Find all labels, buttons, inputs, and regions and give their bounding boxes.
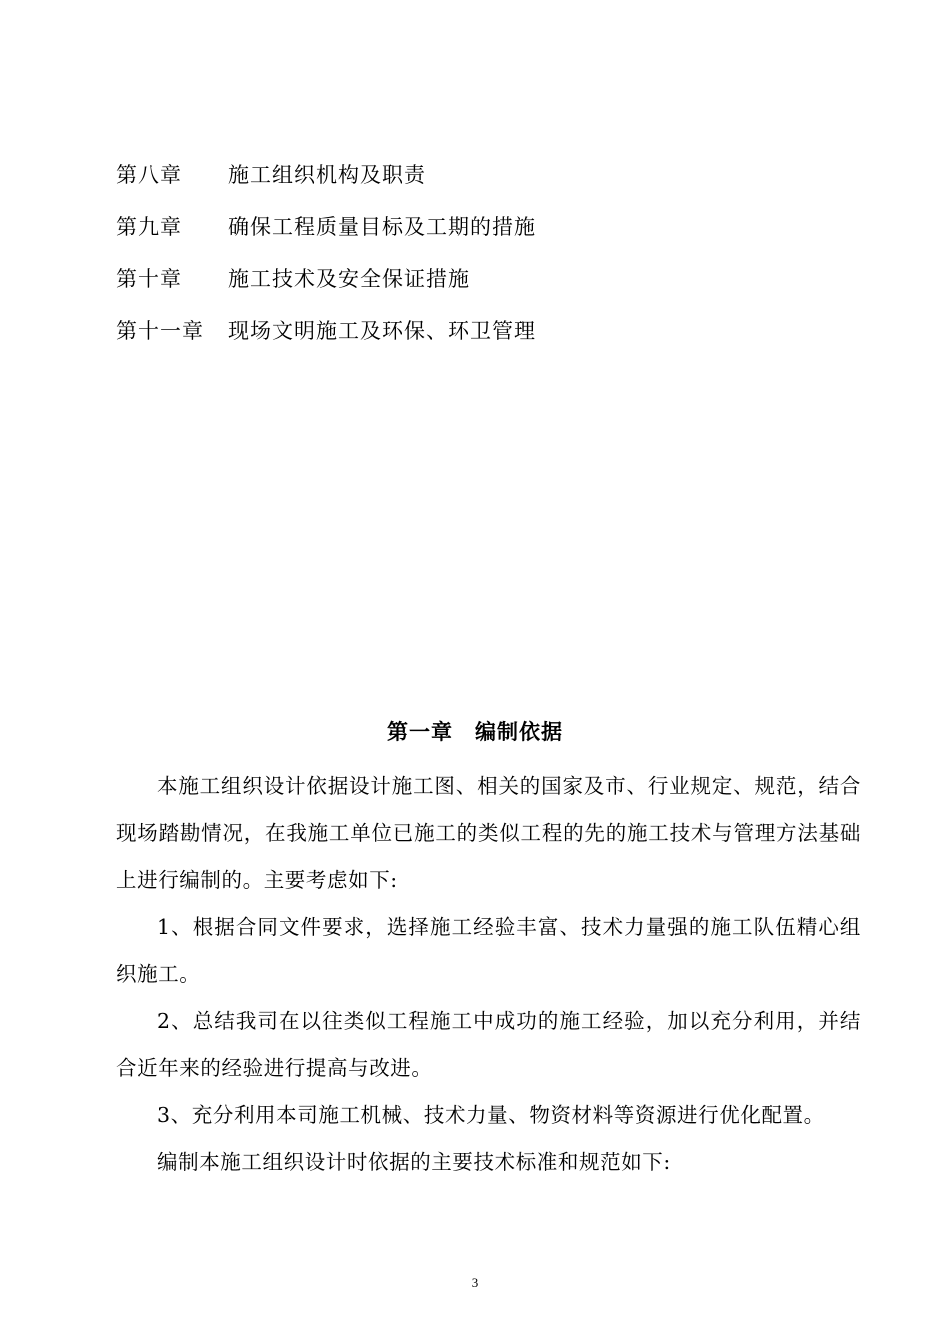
chapter-title: 编制依据	[475, 719, 563, 744]
table-of-contents	[116, 148, 536, 356]
paragraph-intro: 本施工组织设计依据设计施工图、相关的国家及市、行业规定、规范，结合现场踏勘情况，在我施工单位已施工的类似工程的先的施工技术与管理方法基础上进行编制的。主要考虑如下:	[116, 774, 861, 892]
toc-item-title: 施工组织机构及职责	[228, 163, 426, 187]
toc-item-number: 第九章	[116, 215, 182, 239]
toc-item-title: 施工技术及安全保证措施	[228, 267, 470, 291]
toc-item	[116, 200, 536, 252]
toc-item-title: 现场文明施工及环保、环卫管理	[228, 319, 536, 343]
toc-item-number: 第十一章	[116, 319, 204, 343]
chapter-heading	[0, 716, 950, 746]
paragraph-point-3: 3、充分利用本司施工机械、技术力量、物资材料等资源进行优化配置。	[157, 1103, 825, 1127]
chapter-number: 第一章	[387, 719, 453, 744]
chapter-body	[116, 763, 861, 1186]
toc-item-number: 第十章	[116, 267, 182, 291]
toc-item	[116, 304, 536, 356]
paragraph-point-1: 1、根据合同文件要求，选择施工经验丰富、技术力量强的施工队伍精心组织施工。	[116, 915, 861, 986]
paragraph-point-2: 2、总结我司在以往类似工程施工中成功的施工经验，加以充分利用，并结合近年来的经验进行提高与改进。	[116, 1009, 861, 1080]
page-number: 3	[471, 1275, 479, 1290]
paragraph-standards-intro: 编制本施工组织设计时依据的主要技术标准和规范如下:	[157, 1150, 671, 1174]
toc-item	[116, 252, 536, 304]
toc-item	[116, 148, 536, 200]
toc-item-number: 第八章	[116, 163, 182, 187]
toc-item-title: 确保工程质量目标及工期的措施	[228, 215, 536, 239]
